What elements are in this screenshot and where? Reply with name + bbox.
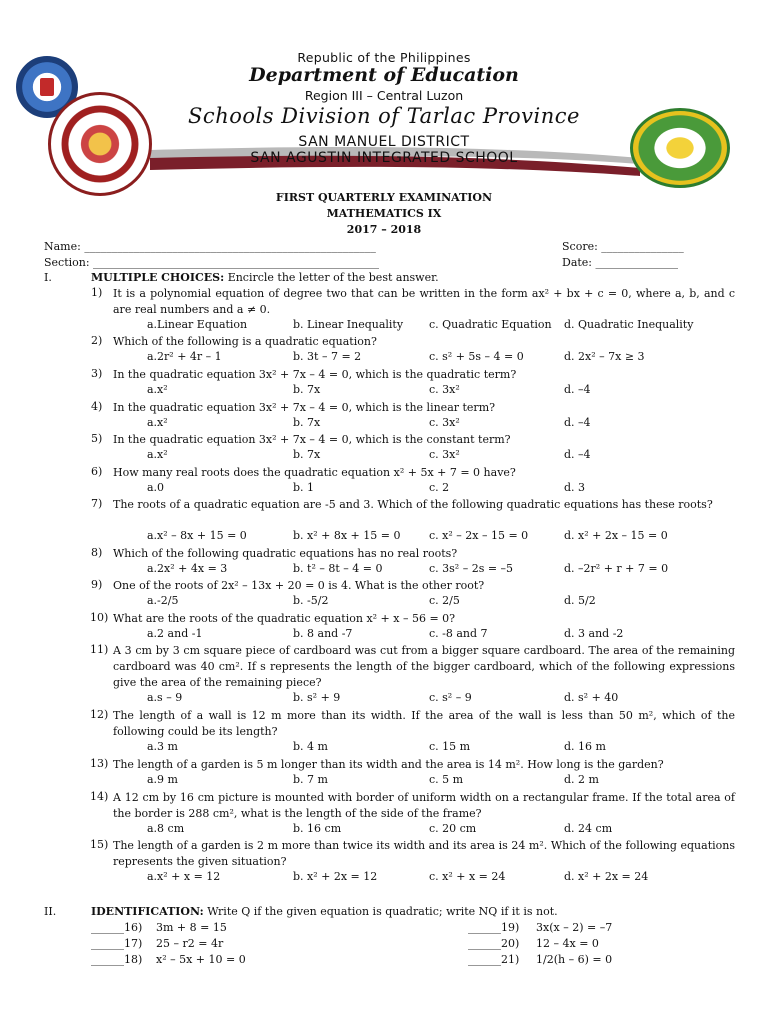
answer-choice-c[interactable]: c. 3x² — [429, 416, 460, 429]
answer-choice-b[interactable]: b. 7x — [293, 383, 321, 396]
question-text: It is a polynomial equation of degree two that can be written in the form ax² + bx + c = 0, where a, b, and c are real numbers and a ≠ 0. — [113, 287, 735, 316]
part2-instruction: Write Q if the given equation is quadratic; write NQ if it is not. — [207, 905, 558, 918]
identification-blank[interactable]: ______18) — [91, 953, 143, 966]
question-text: In the quadratic equation 3x² + 7x – 4 = 0, which is the constant term? — [113, 433, 511, 446]
answer-choice-b[interactable]: b. Linear Inequality — [293, 318, 404, 331]
answer-choice-d[interactable]: d. 24 cm — [564, 822, 613, 835]
identification-equation: 3m + 8 = 15 — [156, 921, 227, 934]
answer-choice-d[interactable]: d. 5/2 — [564, 594, 596, 607]
answer-choice-d[interactable]: d. –4 — [564, 448, 591, 461]
section-field[interactable]: Section: ____________________________________________________ — [44, 256, 380, 269]
department-name: Department of Education — [249, 64, 519, 86]
date-field[interactable]: Date: _______________ — [562, 256, 679, 269]
part1-heading: MULTIPLE CHOICES: — [91, 271, 225, 284]
identification-equation: 1/2(h – 6) = 0 — [536, 953, 613, 966]
question-text: Which of the following quadratic equations has no real roots? — [113, 547, 458, 560]
part1-instruction-line — [91, 270, 439, 286]
identification-equation: x² – 5x + 10 = 0 — [156, 953, 246, 966]
identification-blank[interactable]: ______21) — [468, 953, 520, 966]
answer-choice-d[interactable]: d. x² + 2x – 15 = 0 — [564, 529, 668, 542]
republic-line: Republic of the Philippines — [297, 50, 471, 65]
answer-choice-d[interactable]: d. 2x² – 7x ≥ 3 — [564, 350, 645, 363]
answer-choice-d[interactable]: d. 3 and -2 — [564, 627, 624, 640]
question-number: 7) — [91, 497, 103, 510]
identification-blank[interactable]: ______20) — [468, 937, 520, 950]
answer-choice-b[interactable]: b. 7x — [293, 448, 321, 461]
answer-choice-b[interactable]: b. 16 cm — [293, 822, 342, 835]
answer-choice-b[interactable]: b. 7 m — [293, 773, 328, 786]
part1-instruction: Encircle the letter of the best answer. — [227, 271, 439, 284]
question-number: 1) — [91, 286, 103, 299]
answer-choice-c[interactable]: c. s² + 5s – 4 = 0 — [429, 350, 524, 363]
answer-choice-b[interactable]: b. x² + 2x = 12 — [293, 870, 378, 883]
answer-choice-b[interactable]: b. t² – 8t – 4 = 0 — [293, 562, 383, 575]
answer-choice-d[interactable]: d. –4 — [564, 416, 591, 429]
question-text: One of the roots of 2x² – 13x + 20 = 0 is 4. What is the other root? — [113, 579, 485, 592]
answer-choice-a[interactable]: a.-2/5 — [147, 594, 179, 607]
exam-subject: MATHEMATICS IX — [326, 207, 442, 220]
exam-year: 2017 – 2018 — [346, 223, 422, 236]
answer-choice-c[interactable]: c. 3x² — [429, 448, 460, 461]
answer-choice-d[interactable]: d. Quadratic Inequality — [564, 318, 694, 331]
question-text: In the quadratic equation 3x² + 7x – 4 = 0, which is the quadratic term? — [113, 368, 517, 381]
identification-equation: 12 – 4x = 0 — [536, 937, 599, 950]
answer-choice-b[interactable]: b. 1 — [293, 481, 315, 494]
question-number: 8) — [91, 546, 103, 559]
answer-choice-a[interactable]: a.8 cm — [147, 822, 185, 835]
answer-choice-c[interactable]: c. 20 cm — [429, 822, 477, 835]
score-field[interactable]: Score: _______________ — [562, 240, 684, 253]
question-text: The length of a wall is 12 m more than its width. If the area of the wall is less than 50 m², which of the following could be its length? — [113, 709, 735, 738]
question-number: 5) — [91, 432, 103, 445]
answer-choice-c[interactable]: c. -8 and 7 — [429, 627, 488, 640]
question-number: 4) — [91, 400, 103, 413]
question-text: In the quadratic equation 3x² + 7x – 4 = 0, which is the linear term? — [113, 401, 496, 414]
answer-choice-c[interactable]: c. 15 m — [429, 740, 471, 753]
question-number: 6) — [91, 465, 103, 478]
identification-blank[interactable]: ______17) — [91, 937, 143, 950]
answer-choice-a[interactable]: a.s – 9 — [147, 691, 183, 704]
answer-choice-d[interactable]: d. –2r² + r + 7 = 0 — [564, 562, 669, 575]
question-number: 11) — [90, 643, 109, 656]
answer-choice-c[interactable]: c. s² – 9 — [429, 691, 472, 704]
question-number: 12) — [90, 708, 109, 721]
part2-numeral: II. — [44, 905, 57, 918]
answer-choice-d[interactable]: d. 2 m — [564, 773, 599, 786]
answer-choice-a[interactable]: a.Linear Equation — [147, 318, 248, 331]
question-text: Which of the following is a quadratic equation? — [113, 335, 377, 348]
answer-choice-b[interactable]: b. 8 and -7 — [293, 627, 353, 640]
answer-choice-c[interactable]: c. 2 — [429, 481, 450, 494]
part2-instruction-line — [91, 904, 558, 920]
question-number: 13) — [90, 757, 109, 770]
answer-choice-d[interactable]: d. –4 — [564, 383, 591, 396]
question-text: A 3 cm by 3 cm square piece of cardboard was cut from a bigger square cardboard. The area of the remaining cardboard was 40 cm². If s represents the length of the bigger cardboard, which of the following expressions give the area of the remaining piece? — [113, 644, 735, 689]
identification-blank[interactable]: ______19) — [468, 921, 520, 934]
answer-choice-b[interactable]: b. s² + 9 — [293, 691, 341, 704]
district-line: SAN MANUEL DISTRICT — [298, 134, 470, 150]
answer-choice-a[interactable]: a.x² — [147, 448, 168, 461]
answer-choice-a[interactable]: a.x² — [147, 416, 168, 429]
answer-choice-c[interactable]: c. x² + x = 24 — [429, 870, 506, 883]
question-number: 9) — [91, 578, 103, 591]
question-text: The length of a garden is 2 m more than twice its width and its area is 24 m². Which of the following equations represents the given situation? — [113, 839, 735, 868]
answer-choice-c[interactable]: c. Quadratic Equation — [429, 318, 552, 331]
region-line: Region III – Central Luzon — [304, 88, 464, 103]
answer-choice-a[interactable]: a.x² + x = 12 — [147, 870, 221, 883]
question-text: The roots of a quadratic equation are -5 and 3. Which of the following quadratic equations has these roots? — [113, 498, 713, 511]
answer-choice-a[interactable]: a.9 m — [147, 773, 178, 786]
identification-equation: 25 – r2 = 4r — [156, 937, 224, 950]
question-number: 3) — [91, 367, 103, 380]
answer-choice-c[interactable]: c. x² – 2x – 15 = 0 — [429, 529, 529, 542]
answer-choice-a[interactable]: a.3 m — [147, 740, 178, 753]
question-number: 14) — [90, 790, 109, 803]
identification-blank[interactable]: ______16) — [91, 921, 143, 934]
answer-choice-c[interactable]: c. 5 m — [429, 773, 464, 786]
answer-choice-a[interactable]: a.2x² + 4x = 3 — [147, 562, 228, 575]
question-number: 2) — [91, 334, 103, 347]
answer-choice-a[interactable]: a.x² — [147, 383, 168, 396]
answer-choice-c[interactable]: c. 3x² — [429, 383, 460, 396]
answer-choice-d[interactable]: d. s² + 40 — [564, 691, 619, 704]
question-number: 10) — [90, 611, 109, 624]
question-text: How many real roots does the quadratic equation x² + 5x + 7 = 0 have? — [113, 466, 516, 479]
answer-choice-d[interactable]: d. 16 m — [564, 740, 606, 753]
answer-choice-d[interactable]: d. 3 — [564, 481, 586, 494]
answer-choice-b[interactable]: b. 3t – 7 = 2 — [293, 350, 362, 363]
answer-choice-b[interactable]: b. 4 m — [293, 740, 328, 753]
answer-choice-b[interactable]: b. x² + 8x + 15 = 0 — [293, 529, 401, 542]
letterhead — [0, 0, 768, 188]
question-text: The length of a garden is 5 m longer than its width and the area is 14 m². How long is the garden? — [113, 758, 664, 771]
answer-choice-c[interactable]: c. 2/5 — [429, 594, 460, 607]
question-text: What are the roots of the quadratic equation x² + x – 56 = 0? — [113, 612, 456, 625]
schools-division-line: Schools Division of Tarlac Province — [188, 104, 580, 128]
answer-choice-a[interactable]: a.2 and -1 — [147, 627, 203, 640]
answer-choice-a[interactable]: a.2r² + 4r – 1 — [147, 350, 222, 363]
identification-equation: 3x(x – 2) = –7 — [536, 921, 613, 934]
question-text: A 12 cm by 16 cm picture is mounted with border of uniform width on a rectangular frame. If the total area of the border is 288 cm², what is the length of the side of the frame? — [113, 791, 735, 820]
school-name-line: SAN AGUSTIN INTEGRATED SCHOOL — [250, 150, 518, 166]
answer-choice-b[interactable]: b. 7x — [293, 416, 321, 429]
part1-numeral: I. — [44, 271, 52, 284]
exam-title: FIRST QUARTERLY EXAMINATION — [275, 191, 493, 204]
answer-choice-c[interactable]: c. 3s² – 2s = –5 — [429, 562, 514, 575]
question-number: 15) — [90, 838, 109, 851]
answer-choice-d[interactable]: d. x² + 2x = 24 — [564, 870, 649, 883]
answer-choice-a[interactable]: a.0 — [147, 481, 165, 494]
answer-choice-b[interactable]: b. -5/2 — [293, 594, 329, 607]
name-field[interactable]: Name: _____________________________________________________ — [44, 240, 376, 253]
part2-heading: IDENTIFICATION: — [91, 905, 204, 918]
answer-choice-a[interactable]: a.x² – 8x + 15 = 0 — [147, 529, 247, 542]
